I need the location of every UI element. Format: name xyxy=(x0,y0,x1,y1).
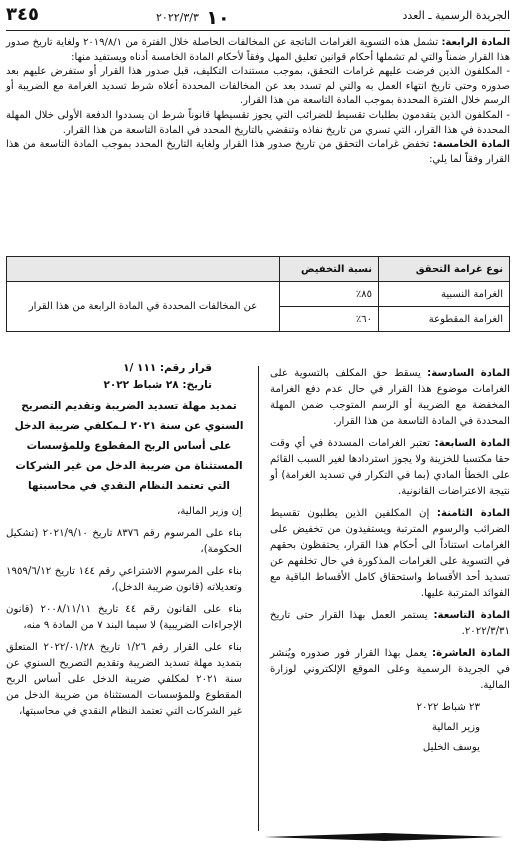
article-6-text: يسقط حق المكلف بالتسوية على الغرامات موضوع هذا القرار في حال عدم دفع الغرامة المخفضة مع الضريبة أو الرسم المتوجب ضمن المهلة المحددة في المادة التاسعة من هذا القرار. xyxy=(270,368,510,427)
table-header-row xyxy=(7,257,510,282)
table-header-type: نوع غرامة التحقق xyxy=(379,257,510,282)
bullet-1: - المكلفون الذين فرضت عليهم غرامات التحقق، بموجب مستندات التكليف، قبل صدور هذا القرار أو ستفرض عليهم بعد صدوره وحتى تاريخ انتهاء العمل به والتي لم تسدد بعد عن المخالفات المحددة أعلاه شرط تسديد الغرامة مع الضريبة أو الرسم خلال الفترة المحددة بموجب المادة التاسعة من هذا القرار. xyxy=(6,66,510,107)
article-9 xyxy=(270,608,510,640)
table-cell-note: عن المخالفات المحددة في المادة الرابعة من هذا القرار xyxy=(7,282,280,332)
bullet-2: - المكلفون الذين يتقدمون بطلبات تقسيط للضرائب التي يجوز تقسيطها قانوناً شرط ان يسددوا الدفعة الأولى خلال المهلة المحددة في هذا القرار، التي تسري من تاريخ نفاذه وتنقضي بالتاريخ المحدد في المادة التاسعة من هذا القرار. xyxy=(6,109,510,136)
article-8-text: إن المكلفين الذين يطلبون تقسيط الضرائب والرسوم المترتبة ويستفيدون من تخفيض على الغرامات استناداً الى أحكام هذا القرار، يحتفظون بحقهم في التسوية على الغرامات المذكورة في حال تخلفهم عن تسديد أحد الأقساط واستحقاق كامل الأقساط الباقية مع الفوائد المترتبة عليها. xyxy=(270,508,510,599)
left-column xyxy=(6,360,252,726)
article-7-label: المادة السابعة: xyxy=(434,438,510,449)
decision-intro: إن وزير المالية، xyxy=(177,506,242,517)
top-articles xyxy=(6,36,510,167)
decision-number: قرار رقم: ١١١ /١ xyxy=(123,362,212,374)
issue-info xyxy=(156,7,234,29)
column-divider xyxy=(258,366,259,831)
ornament-divider xyxy=(264,832,504,842)
reduction-table xyxy=(6,256,510,332)
article-8 xyxy=(270,506,510,602)
table-cell-type: الغرامة المقطوعة xyxy=(379,307,510,332)
decision-date: تاريخ: ٢٨ شباط ٢٠٢٢ xyxy=(103,379,212,391)
article-5-label: المادة الخامسة: xyxy=(432,139,510,151)
table-cell-rate: ٨٥٪ xyxy=(280,282,379,307)
signature-title: وزير المالية xyxy=(431,722,480,733)
article-9-text: يستمر العمل بهذا القرار حتى تاريخ ٢٠٢٢/٣/٣١. xyxy=(270,610,510,637)
article-5-text: تخفض غرامات التحقق من تاريخ صدور هذا القرار ولغاية التاريخ المحدد بموجب المادة التاسعة من هذا القرار وفقاً لما يلي: xyxy=(6,139,510,165)
signature-name: يوسف الخليل xyxy=(422,742,480,753)
journal-name: الجريدة الرسمية ـ العدد xyxy=(402,9,510,22)
decision-basis-2: بناء على المرسوم الاشتراعي رقم ١٤٤ تاريخ ١٩٥٩/٦/١٢ وتعديلاته (قانون ضريبة الدخل)، xyxy=(6,566,242,593)
table-header-note xyxy=(7,257,280,282)
decision-basis-4: بناء على القرار رقم ١/٢٦ تاريخ ٢٠٢٢/٠١/٢٨ المتعلق بتمديد مهلة تسديد الضريبة وتقديم التصريح السنوي عن سنة ٢٠٢١ لمكلفي ضريبة الدخل على أساس الربح المقطوع وللمؤسسات المستثناة من ضريبة الدخل من غير الشركات التي تعتمد النظام النقدي في محاسبتها، xyxy=(6,642,243,717)
right-column xyxy=(270,366,510,760)
header-rule xyxy=(6,30,510,31)
article-5 xyxy=(6,138,510,167)
page-number: ٣٤٥ xyxy=(6,4,39,25)
article-6-label: المادة السادسة: xyxy=(427,368,510,379)
table-row xyxy=(7,282,510,307)
article-4 xyxy=(6,36,510,65)
article-4-text: تشمل هذه التسوية الغرامات الناتجة عن المخالفات الحاصلة خلال الفترة من ٢٠١٩/٨/١ ولغاية تاريخ صدور هذا القرار ضمناً والتي لم تشملها أحكام قوانين تعليق المهل وفقاً لأحكام المادة الخامسة أدناه ويستفيد منها: xyxy=(6,37,510,63)
issue-number: ١٠ xyxy=(206,7,230,29)
table-header-rate: نسبة التخفيض xyxy=(280,257,379,282)
decision-basis-1: بناء على المرسوم رقم ٨٣٧٦ تاريخ ٢٠٢١/٩/١٠ (تشكيل الحكومة)، xyxy=(6,528,242,555)
article-10-label: المادة العاشرة: xyxy=(432,648,510,659)
issue-date: ٢٠٢٢/٣/٣ xyxy=(156,11,199,24)
page-header xyxy=(6,4,510,28)
signature-date: ٢٣ شباط ٢٠٢٢ xyxy=(416,702,480,713)
article-7 xyxy=(270,436,510,500)
decision-title: تمديد مهلة تسديد الضريبة وتقديم التصريح السنوي عن سنة ٢٠٢١ لـمكلفي ضريبة الدخل على أساس الربح المقطوع وللمؤسسات المستثناة من ضريبة الدخل من غير الشركات التي تعتمد النظام النقدي في محاسبتها xyxy=(14,400,244,492)
article-9-label: المادة التاسعة: xyxy=(433,610,510,621)
article-4-label: المادة الرابعة: xyxy=(441,37,510,48)
table-cell-rate: ٦٠٪ xyxy=(280,307,379,332)
article-8-label: المادة الثامنة: xyxy=(436,508,510,519)
decision-basis-3: بناء على القانون رقم ٤٤ تاريخ ٢٠٠٨/١١/١١ (قانون الإجراءات الضريبية) لا سيما البند ٧ من المادة ٩ منه، xyxy=(6,604,243,631)
article-10-text: يعمل بهذا القرار فور صدوره ويُنشر في الجريدة الرسمية وعلى الموقع الإلكتروني لوزارة المالية. xyxy=(270,648,510,691)
article-10 xyxy=(270,646,510,694)
table-cell-type: الغرامة النسبية xyxy=(379,282,510,307)
article-6 xyxy=(270,366,510,430)
article-7-text: تعتبر الغرامات المسددة في أي وقت حقا مكتسبا للخزينة ولا يجوز استردادها لغير السبب القائم على الخطأ المادي (بما في التكرار في تسديد الغرامة) أو نتيجة الاعتراضات القانونية. xyxy=(270,438,510,497)
